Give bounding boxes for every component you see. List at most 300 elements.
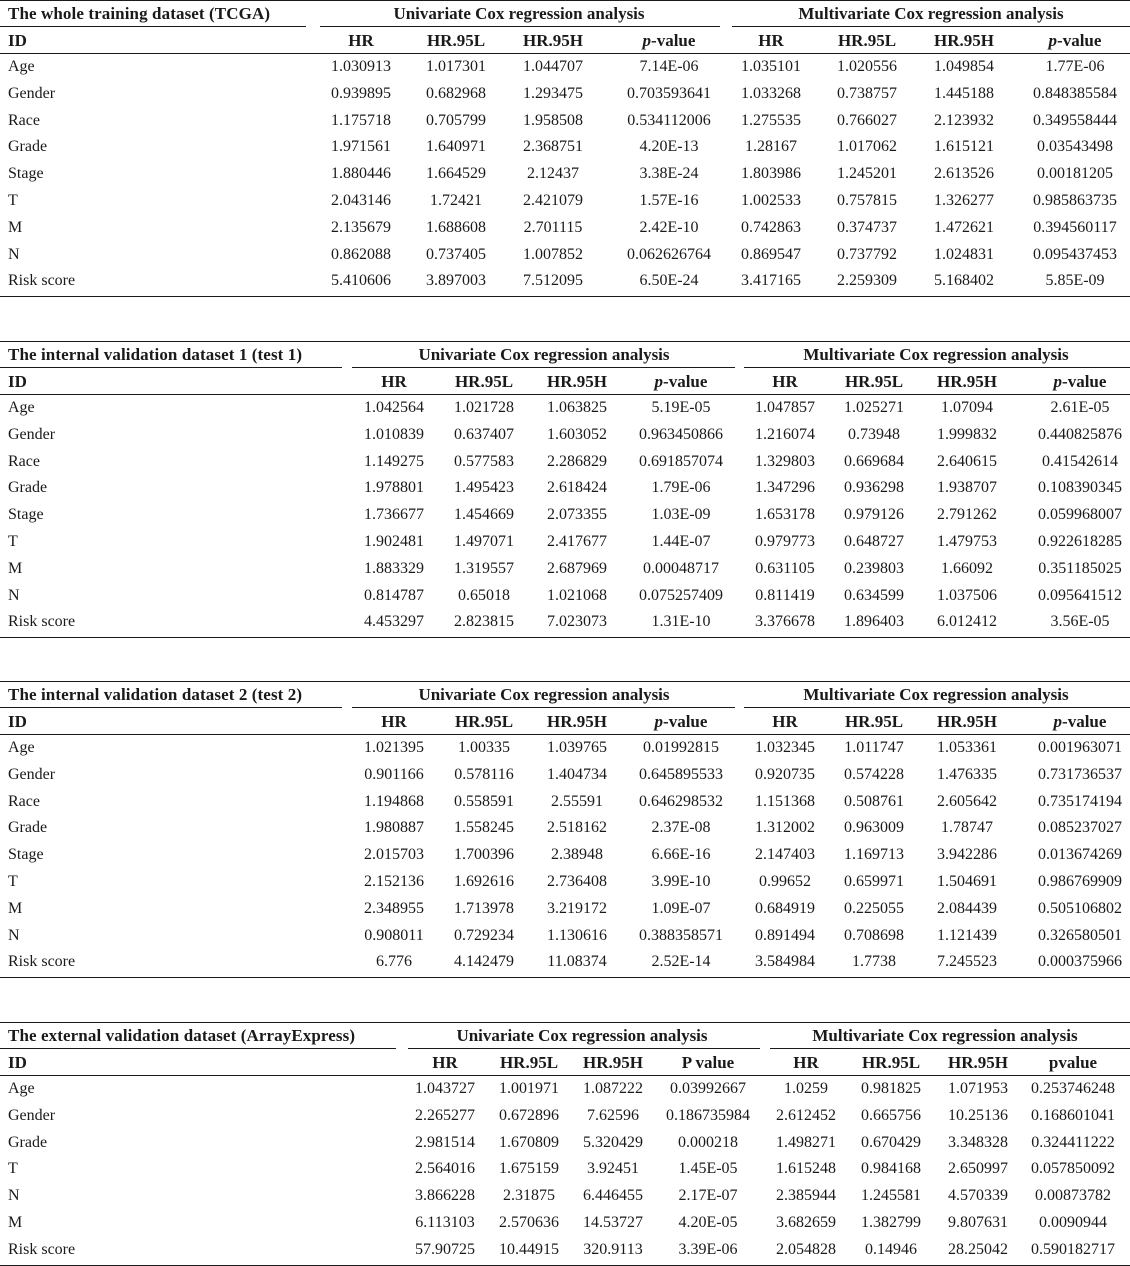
row-label: Stage (8, 846, 44, 864)
value-cell: 1.603052 (547, 425, 607, 443)
value-cell: 1.713978 (454, 899, 514, 917)
value-cell: 0.648727 (844, 533, 904, 550)
row-label: M (8, 559, 23, 577)
multivariate-underline (744, 367, 1130, 368)
value-cell: 1.692616 (454, 873, 514, 890)
value-cell: 1.002533 (741, 192, 801, 209)
value-cell: 1.021395 (364, 739, 424, 756)
value-cell: 0.0090944 (1039, 1214, 1107, 1231)
value-cell: 2.348955 (364, 899, 424, 917)
value-cell: 0.742863 (741, 218, 801, 236)
value-cell: 0.939895 (331, 84, 391, 102)
value-cell: 2.618424 (547, 479, 607, 497)
value-cell: 2.791262 (937, 506, 997, 524)
value-cell: 0.326580501 (1038, 926, 1122, 944)
value-cell: 0.41542614 (1042, 452, 1118, 470)
row-label: N (8, 1187, 20, 1205)
value-cell: 0.558591 (454, 792, 514, 810)
table-bottom-rule (0, 296, 1130, 297)
value-cell: 1.347296 (755, 479, 815, 497)
column-header-3: HR.95H (547, 372, 607, 391)
value-cell: 2.286829 (547, 452, 607, 470)
value-cell: 3.56E-05 (1050, 613, 1110, 631)
value-cell: 1.011747 (844, 739, 904, 756)
value-cell: 4.20E-05 (678, 1214, 738, 1231)
value-cell: 1.025271 (844, 399, 904, 416)
value-cell: 1.445188 (934, 84, 994, 102)
value-cell: 1.071953 (948, 1080, 1008, 1097)
value-cell: 1.883329 (364, 559, 424, 577)
value-cell: 0.848385584 (1033, 84, 1117, 102)
column-header-4 (621, 712, 741, 732)
table-row (0, 242, 1130, 269)
value-cell: 3.219172 (547, 899, 607, 917)
value-cell: 1.66092 (941, 559, 993, 577)
value-cell: 1.039765 (547, 739, 607, 756)
value-cell: 0.646298532 (639, 792, 723, 810)
column-header-5: HR (793, 1053, 819, 1072)
value-cell: 0.984168 (861, 1160, 921, 1178)
value-cell: 0.634599 (844, 586, 904, 604)
value-cell: 1.149275 (364, 452, 424, 470)
table-row (0, 502, 1130, 529)
univariate-header: Univariate Cox regression analysis (418, 345, 670, 364)
table-row (0, 1156, 1130, 1183)
value-cell: 1.021068 (547, 586, 607, 604)
value-cell: 6.012412 (937, 613, 997, 631)
table-row (0, 1076, 1130, 1103)
table-bottom-rule (0, 1265, 1130, 1266)
value-cell: 0.737405 (426, 245, 486, 263)
row-label: N (8, 245, 20, 263)
value-cell: 7.62596 (587, 1106, 639, 1124)
value-cell: 1.169713 (844, 846, 904, 864)
univariate-header: Univariate Cox regression analysis (393, 4, 645, 23)
value-cell: 0.811419 (755, 586, 815, 604)
title-underline (0, 26, 306, 27)
column-header-4: P value (681, 1053, 735, 1072)
value-cell: 1.495423 (454, 479, 514, 497)
value-cell: 0.168601041 (1031, 1106, 1115, 1124)
column-header-3: HR.95H (523, 31, 583, 50)
column-header-7: HR.95H (937, 712, 997, 731)
column-header-0: ID (8, 372, 27, 391)
p-italic: p (1053, 712, 1063, 731)
table-top-rule (0, 1022, 1130, 1023)
value-cell: 3.376678 (755, 613, 815, 631)
value-cell: 2.640615 (937, 452, 997, 470)
value-cell: 1.7738 (852, 953, 896, 971)
value-cell: 0.979773 (755, 533, 815, 550)
value-cell: 1.007852 (523, 245, 583, 263)
table-row (0, 583, 1130, 610)
value-cell: 1.09E-07 (651, 899, 711, 917)
table-row (0, 869, 1130, 896)
value-cell: 0.73948 (848, 425, 900, 443)
table-row (0, 422, 1130, 449)
value-cell: 0.000218 (678, 1133, 738, 1151)
value-cell: 2.570636 (499, 1214, 559, 1231)
value-cell: 4.570339 (948, 1187, 1008, 1205)
value-cell: 2.650997 (948, 1160, 1008, 1178)
table-bottom-rule (0, 977, 1130, 978)
value-cell: 1.329803 (755, 452, 815, 470)
row-label: M (8, 218, 23, 236)
value-cell: 7.245523 (937, 953, 997, 971)
value-cell: 1.504691 (937, 873, 997, 890)
value-cell: 0.981825 (861, 1080, 921, 1097)
value-cell: 2.123932 (934, 111, 994, 129)
p-rest: -value (1062, 372, 1107, 391)
value-cell: 6.776 (376, 953, 412, 971)
value-cell: 1.454669 (454, 506, 514, 524)
value-cell: 1.044707 (523, 58, 583, 75)
table-row (0, 1237, 1130, 1264)
value-cell: 0.578116 (454, 765, 514, 783)
value-cell: 2.61E-05 (1050, 399, 1110, 416)
value-cell: 0.637407 (454, 425, 514, 443)
column-header-1: HR (381, 372, 407, 391)
value-cell: 10.44915 (499, 1240, 559, 1258)
value-cell: 0.669684 (844, 452, 904, 470)
value-cell: 1.615121 (934, 138, 994, 156)
value-cell: 2.564016 (415, 1160, 475, 1178)
value-cell: 1.999832 (937, 425, 997, 443)
row-label: T (8, 873, 18, 890)
value-cell: 5.19E-05 (651, 399, 711, 416)
value-cell: 1.245201 (837, 165, 897, 183)
value-cell: 0.862088 (331, 245, 391, 263)
value-cell: 1.472621 (934, 218, 994, 236)
value-cell: 3.584984 (755, 953, 815, 971)
value-cell: 1.880446 (331, 165, 391, 183)
value-cell: 2.55591 (551, 792, 603, 810)
value-cell: 0.645895533 (639, 765, 723, 783)
value-cell: 4.142479 (454, 953, 514, 971)
row-label: T (8, 533, 18, 550)
value-cell: 1.121439 (937, 926, 997, 944)
value-cell: 1.558245 (454, 819, 514, 837)
value-cell: 1.938707 (937, 479, 997, 497)
univariate-header: Univariate Cox regression analysis (418, 685, 670, 704)
value-cell: 1.326277 (934, 192, 994, 209)
table-bottom-rule (0, 637, 1130, 638)
value-cell: 3.39E-06 (678, 1240, 738, 1258)
value-cell: 0.963450866 (639, 425, 723, 443)
multivariate-header: Multivariate Cox regression analysis (812, 1026, 1078, 1045)
value-cell: 0.374737 (837, 218, 897, 236)
value-cell: 0.920735 (755, 765, 815, 783)
table-row (0, 735, 1130, 762)
table-row (0, 161, 1130, 188)
value-cell: 0.908011 (364, 926, 424, 944)
value-cell: 1.151368 (755, 792, 815, 810)
value-cell: 0.01992815 (643, 739, 719, 756)
value-cell: 0.708698 (844, 926, 904, 944)
univariate-underline (352, 367, 735, 368)
value-cell: 2.073355 (547, 506, 607, 524)
value-cell: 1.275535 (741, 111, 801, 129)
value-cell: 2.823815 (454, 613, 514, 631)
value-cell: 0.659971 (844, 873, 904, 890)
univariate-underline (352, 707, 735, 708)
value-cell: 1.035101 (741, 58, 801, 75)
column-header-3: HR.95H (547, 712, 607, 731)
column-header-0: ID (8, 712, 27, 731)
value-cell: 1.980887 (364, 819, 424, 837)
value-cell: 1.020556 (837, 58, 897, 75)
value-cell: 0.986769909 (1038, 873, 1122, 890)
value-cell: 3.38E-24 (639, 165, 699, 183)
value-cell: 1.010839 (364, 425, 424, 443)
table-title: The whole training dataset (TCGA) (8, 4, 271, 23)
value-cell: 0.684919 (755, 899, 815, 917)
column-header-0: ID (8, 1053, 27, 1072)
table-title: The internal validation dataset 2 (test 2) (8, 685, 303, 704)
value-cell: 0.394560117 (1033, 218, 1117, 236)
value-cell: 7.023073 (547, 613, 607, 631)
value-cell: 1.175718 (331, 111, 391, 129)
column-header-7: HR.95H (934, 31, 994, 50)
value-cell: 0.936298 (844, 479, 904, 497)
row-label: N (8, 586, 20, 604)
value-cell: 2.518162 (547, 819, 607, 837)
value-cell: 1.021728 (454, 399, 514, 416)
value-cell: 1.042564 (364, 399, 424, 416)
value-cell: 2.613526 (934, 165, 994, 183)
value-cell: 2.736408 (547, 873, 607, 890)
value-cell: 2.084439 (937, 899, 997, 917)
column-header-8: pvalue (1048, 1053, 1098, 1072)
value-cell: 2.981514 (415, 1133, 475, 1151)
table-row (0, 1210, 1130, 1237)
value-cell: 0.631105 (755, 559, 815, 577)
row-label: M (8, 899, 23, 917)
value-cell: 0.922618285 (1038, 533, 1122, 550)
value-cell: 2.687969 (547, 559, 607, 577)
value-cell: 2.52E-14 (651, 953, 711, 971)
table-row (0, 108, 1130, 135)
value-cell: 1.803986 (741, 165, 801, 183)
value-cell: 1.497071 (454, 533, 514, 550)
value-cell: 0.062626764 (627, 245, 711, 263)
p-italic: p (1048, 31, 1058, 50)
value-cell: 2.054828 (776, 1240, 836, 1258)
value-cell: 0.075257409 (639, 586, 723, 604)
value-cell: 0.324411222 (1031, 1133, 1115, 1151)
multivariate-header: Multivariate Cox regression analysis (798, 4, 1064, 23)
table-title: The internal validation dataset 1 (test 1) (8, 345, 303, 364)
table-row (0, 215, 1130, 242)
value-cell: 0.00048717 (643, 559, 719, 577)
table-row (0, 188, 1130, 215)
value-cell: 1.293475 (523, 84, 583, 102)
table-top-rule (0, 0, 1130, 1)
value-cell: 1.77E-06 (1045, 58, 1105, 75)
row-label: Stage (8, 165, 44, 183)
value-cell: 2.421079 (523, 192, 583, 209)
value-cell: 2.31875 (503, 1187, 555, 1205)
value-cell: 1.017301 (426, 58, 486, 75)
value-cell: 7.14E-06 (639, 58, 699, 75)
column-header-2: HR.95L (454, 372, 514, 391)
value-cell: 0.108390345 (1038, 479, 1122, 497)
table-row (0, 54, 1130, 81)
value-cell: 0.590182717 (1031, 1240, 1115, 1258)
value-cell: 2.612452 (776, 1106, 836, 1124)
column-header-5: HR (758, 31, 784, 50)
table-row (0, 789, 1130, 816)
value-cell: 3.866228 (415, 1187, 475, 1205)
row-label: Grade (8, 1133, 48, 1151)
column-header-6: HR.95L (844, 712, 904, 731)
value-cell: 9.807631 (948, 1214, 1008, 1231)
value-cell: 1.978801 (364, 479, 424, 497)
value-cell: 11.08374 (547, 953, 607, 971)
value-cell: 0.388358571 (639, 926, 723, 944)
value-cell: 2.043146 (331, 192, 391, 209)
table-row (0, 395, 1130, 422)
column-header-8 (1015, 31, 1130, 51)
value-cell: 2.42E-10 (639, 218, 699, 236)
value-cell: 1.07094 (941, 399, 993, 416)
value-cell: 0.239803 (844, 559, 904, 577)
value-cell: 3.99E-10 (651, 873, 711, 890)
value-cell: 10.25136 (948, 1106, 1008, 1124)
column-header-5: HR (772, 372, 798, 391)
value-cell: 0.735174194 (1038, 792, 1122, 810)
table-row (0, 449, 1130, 476)
value-cell: 0.731736537 (1038, 765, 1122, 783)
value-cell: 1.79E-06 (651, 479, 711, 497)
value-cell: 1.958508 (523, 111, 583, 129)
value-cell: 1.45E-05 (678, 1160, 738, 1178)
table-row (0, 475, 1130, 502)
table-top-rule (0, 341, 1130, 342)
value-cell: 2.135679 (331, 218, 391, 236)
value-cell: 1.087222 (583, 1080, 643, 1097)
title-underline (0, 1048, 396, 1049)
value-cell: 1.44E-07 (651, 533, 711, 550)
value-cell: 0.534112006 (627, 111, 711, 129)
value-cell: 1.047857 (755, 399, 815, 416)
value-cell: 1.0259 (784, 1080, 828, 1097)
value-cell: 0.00181205 (1037, 165, 1113, 183)
value-cell: 0.703593641 (627, 84, 711, 102)
value-cell: 0.508761 (844, 792, 904, 810)
value-cell: 1.736677 (364, 506, 424, 524)
column-header-7: HR.95H (948, 1053, 1008, 1072)
p-rest: -value (1062, 712, 1107, 731)
value-cell: 3.942286 (937, 846, 997, 864)
value-cell: 0.979126 (844, 506, 904, 524)
p-rest: -value (651, 31, 696, 50)
value-cell: 1.670809 (499, 1133, 559, 1151)
value-cell: 0.766027 (837, 111, 897, 129)
column-header-5: HR (772, 712, 798, 731)
value-cell: 0.672896 (499, 1106, 559, 1124)
table-row (0, 1183, 1130, 1210)
value-cell: 0.349558444 (1033, 111, 1117, 129)
row-label: M (8, 1214, 23, 1231)
table-row (0, 923, 1130, 950)
title-underline (0, 707, 342, 708)
multivariate-underline (744, 707, 1130, 708)
value-cell: 2.259309 (837, 272, 897, 290)
value-cell: 0.99652 (759, 873, 811, 890)
value-cell: 6.66E-16 (651, 846, 711, 864)
value-cell: 1.476335 (937, 765, 997, 783)
p-italic: p (1053, 372, 1063, 391)
value-cell: 0.225055 (844, 899, 904, 917)
value-cell: 1.896403 (844, 613, 904, 631)
value-cell: 4.20E-13 (639, 138, 699, 156)
value-cell: 0.095641512 (1038, 586, 1122, 604)
column-header-0: ID (8, 31, 27, 50)
value-cell: 1.049854 (934, 58, 994, 75)
value-cell: 0.729234 (454, 926, 514, 944)
value-cell: 1.03E-09 (651, 506, 711, 524)
row-label: Gender (8, 425, 56, 443)
value-cell: 0.013674269 (1038, 846, 1122, 864)
table-title: The external validation dataset (ArrayExpress) (8, 1026, 356, 1045)
value-cell: 1.312002 (755, 819, 815, 837)
value-cell: 1.664529 (426, 165, 486, 183)
row-label: Age (8, 1080, 35, 1097)
row-label: Risk score (8, 613, 76, 631)
value-cell: 2.152136 (364, 873, 424, 890)
value-cell: 1.032345 (755, 739, 815, 756)
value-cell: 3.92451 (587, 1160, 639, 1178)
value-cell: 2.17E-07 (678, 1187, 738, 1205)
p-italic: p (642, 31, 652, 50)
value-cell: 0.253746248 (1031, 1080, 1115, 1097)
value-cell: 1.063825 (547, 399, 607, 416)
row-label: Age (8, 58, 35, 75)
table-row (0, 949, 1130, 976)
value-cell: 0.001963071 (1038, 739, 1122, 756)
column-header-3: HR.95H (583, 1053, 643, 1072)
value-cell: 0.665756 (861, 1106, 921, 1124)
value-cell: 6.50E-24 (639, 272, 699, 290)
p-italic: p (654, 372, 664, 391)
table-row (0, 81, 1130, 108)
value-cell: 0.901166 (364, 765, 424, 783)
value-cell: 0.985863735 (1033, 192, 1117, 209)
column-header-6: HR.95L (861, 1053, 921, 1072)
value-cell: 0.65018 (458, 586, 510, 604)
row-label: Race (8, 792, 40, 810)
column-header-1: HR (381, 712, 407, 731)
value-cell: 0.000375966 (1038, 953, 1122, 971)
value-cell: 0.505106802 (1038, 899, 1122, 917)
value-cell: 1.382799 (861, 1214, 921, 1231)
table-row (0, 1103, 1130, 1130)
value-cell: 1.033268 (741, 84, 801, 102)
row-label: Race (8, 452, 40, 470)
table-row (0, 609, 1130, 636)
value-cell: 2.12437 (527, 165, 579, 183)
value-cell: 0.574228 (844, 765, 904, 783)
column-header-6: HR.95L (844, 372, 904, 391)
table-top-rule (0, 681, 1130, 682)
column-header-2: HR.95L (454, 712, 514, 731)
univariate-underline (320, 26, 720, 27)
value-cell: 1.030913 (331, 58, 391, 75)
value-cell: 1.017062 (837, 138, 897, 156)
value-cell: 1.72421 (430, 192, 482, 209)
row-label: Age (8, 739, 35, 756)
